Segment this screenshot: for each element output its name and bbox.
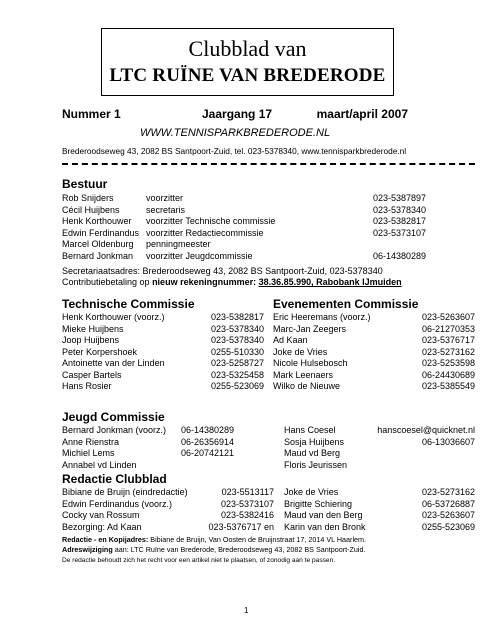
member-phone: 0255-510330 <box>210 346 264 357</box>
adres-label: Adreswijziging <box>62 545 113 554</box>
member-phone: 023-5376717 en <box>208 521 274 532</box>
member-role: voorzitter <box>146 193 184 203</box>
member-name: Bernard Jonkman <box>62 250 134 261</box>
member-name: Edwin Ferdinandus <box>62 227 140 238</box>
list-row <box>284 425 475 437</box>
redactie-list-left <box>62 487 274 533</box>
member-name: Sosja Huijbens <box>284 436 345 447</box>
issue-info <box>62 107 408 123</box>
list-row <box>62 437 264 449</box>
list-row <box>273 312 475 324</box>
member-name: Annabel vd Linden <box>62 459 137 470</box>
issue-number: Nummer 1 <box>62 107 121 121</box>
member-phone: 023-5273162 <box>421 346 475 357</box>
bestuur-list <box>62 193 426 262</box>
list-row <box>62 239 426 251</box>
member-name: Bernard Jonkman (voorz.) <box>62 425 167 435</box>
member-name: Edwin Ferdinandus (voorz.) <box>62 498 173 509</box>
member-phone: 023-5378340 <box>210 335 264 345</box>
list-row <box>62 425 264 437</box>
member-phone: 023-5373107 <box>220 498 274 509</box>
list-row <box>62 312 264 324</box>
issue-year: Jaargang 17 <box>202 107 273 121</box>
member-phone: 023-5382817 <box>372 216 426 226</box>
member-name: Brigitte Schiering <box>284 498 353 509</box>
list-row <box>284 510 475 522</box>
list-row <box>284 487 475 499</box>
member-role: penningmeester <box>146 239 211 249</box>
member-name: Casper Bartels <box>62 369 122 380</box>
member-phone: 0255-523069 <box>421 521 475 532</box>
contributie-prefix: Contributiebetaling op <box>62 277 153 287</box>
member-name: Joke de Vries <box>284 487 339 497</box>
member-name: Michiel Lems <box>62 448 115 458</box>
member-name: Eric Heeremans (voorz.) <box>273 312 371 322</box>
jeugd-list-right <box>284 425 475 471</box>
member-phone: hanscoesel@quicknet.nl <box>377 425 475 435</box>
member-phone: 023-5258727 <box>210 358 264 368</box>
member-role: voorzitter Jeugdcommissie <box>146 250 253 261</box>
redactie-list-right <box>284 487 475 533</box>
member-phone: 06-14380289 <box>181 425 235 435</box>
member-phone: 023-5378340 <box>210 323 264 334</box>
list-row <box>284 448 475 460</box>
jeugd-list-left <box>62 425 264 471</box>
issue-date: maart/april 2007 <box>316 107 408 121</box>
member-name: Mark Leenaers <box>273 369 334 380</box>
page-number: 1 <box>244 606 249 615</box>
list-row <box>62 460 264 472</box>
member-phone: 06-13036607 <box>421 436 475 447</box>
list-row <box>62 510 274 522</box>
member-phone: 06-26356914 <box>181 436 235 447</box>
list-row <box>273 358 475 370</box>
member-name: Henk Korthouwer <box>62 216 132 226</box>
member-name: Hans Rosier <box>62 381 112 391</box>
member-name: Joop Huijbens <box>62 335 120 345</box>
list-row <box>62 324 264 336</box>
list-row <box>284 437 475 449</box>
member-name: Rob Snijders <box>62 193 114 203</box>
member-phone: 06-20742121 <box>181 448 235 458</box>
list-row <box>62 499 274 511</box>
member-name: Marc-Jan Zeegers <box>273 323 347 334</box>
member-name: Bezorging: Ad Kaan <box>62 521 142 532</box>
member-phone: 06-21270353 <box>421 323 475 334</box>
member-phone: 023-5378340 <box>372 204 426 215</box>
member-phone: 06-24430689 <box>421 369 475 380</box>
adreswijziging <box>62 545 366 555</box>
member-phone: 023-5263607 <box>421 312 475 322</box>
member-name: Floris Jeurissen <box>284 459 348 470</box>
member-name: Peter Korpershoek <box>62 346 138 357</box>
member-name: Hans Coesel <box>284 425 336 435</box>
member-phone: 06-53726887 <box>421 498 475 509</box>
kopij-label: Redactie - en Kopijadres: <box>62 535 149 544</box>
member-phone: 023-5325458 <box>210 369 264 380</box>
newsletter-title: Clubblad van <box>188 36 307 61</box>
member-name: Bibiane de Bruijn (eindredactie) <box>62 487 188 497</box>
evenementen-list <box>273 312 475 393</box>
member-phone: 023-5253598 <box>421 358 475 368</box>
member-phone: 023-5382416 <box>220 510 274 520</box>
member-name: Ad Kaan <box>273 335 308 345</box>
list-row <box>273 370 475 382</box>
list-row <box>62 205 426 217</box>
contributie-line <box>62 277 402 289</box>
member-phone: 023-5513117 <box>221 487 274 497</box>
member-phone: 06-14380289 <box>372 250 426 261</box>
member-name: Marcel Oldenburg <box>62 239 134 249</box>
member-phone: 023-5373107 <box>372 227 426 238</box>
contributie-account: 38.36.85.990, Rabobank IJmuiden <box>258 277 402 287</box>
member-name: Joke de Vries <box>273 346 328 357</box>
website-link[interactable]: WWW.TENNISPARKBREDERODE.NL <box>140 127 331 139</box>
section-title-redactie: Redactie Clubblad <box>62 472 167 486</box>
member-name: Mieke Huijbens <box>62 323 124 334</box>
list-row <box>62 448 264 460</box>
section-title-bestuur: Bestuur <box>62 177 108 191</box>
member-role: voorzitter Redactiecommissie <box>146 227 264 238</box>
list-row <box>62 347 264 359</box>
list-row <box>273 381 475 393</box>
member-name: Maud van den Berg <box>284 510 363 520</box>
member-name: Henk Korthouwer (voorz.) <box>62 312 165 322</box>
disclaimer: De redactie behoudt zich het recht voor een artikel niet te plaatsen, of zonodig aan te passen. <box>62 557 336 564</box>
list-row <box>62 487 274 499</box>
list-row <box>62 370 264 382</box>
member-phone: 0255-523069 <box>210 381 264 391</box>
list-row <box>273 335 475 347</box>
member-role: secretaris <box>146 204 186 215</box>
section-title-technische: Technische Commissie <box>62 297 195 311</box>
divider <box>62 163 475 165</box>
member-phone: 023-5376717 <box>421 335 475 345</box>
member-role: voorzitter Technische commissie <box>146 216 276 226</box>
section-title-jeugd: Jeugd Commissie <box>62 410 165 424</box>
section-title-evenementen: Evenementen Commissie <box>273 297 419 311</box>
member-name: Cécil Huijbens <box>62 204 120 215</box>
member-phone: 023-5382817 <box>210 312 264 322</box>
member-name: Nicole Hulsebosch <box>273 358 348 368</box>
secretariaat-address: Secretariaatsadres: Brederoodseweg 43, 2082 BS Santpoort-Zuid, 023-5378340 <box>62 266 383 276</box>
list-row <box>273 347 475 359</box>
list-row <box>62 216 426 228</box>
member-name: Wilko de Nieuwe <box>273 381 341 391</box>
member-phone: 023-5263607 <box>421 510 475 520</box>
list-row <box>62 335 264 347</box>
member-name: Cocky van Rossum <box>62 510 140 520</box>
member-name: Karin van den Bronk <box>284 521 366 532</box>
member-phone: 023-5387897 <box>372 193 426 203</box>
member-name: Anne Rienstra <box>62 436 120 447</box>
contributie-label: nieuw rekeningnummer: <box>152 277 259 287</box>
kopij-text: Bibiane de Bruijn, Van Oosten de Bruijnstraat 17, 2014 VL Haarlem. <box>148 535 367 544</box>
masthead-box <box>101 28 394 96</box>
list-row <box>62 228 426 240</box>
list-row <box>62 193 426 205</box>
kopij-address <box>62 535 366 545</box>
list-row <box>284 460 475 472</box>
list-row <box>62 522 274 534</box>
list-row <box>284 522 475 534</box>
club-name: LTC RUÏNE VAN BREDERODE <box>109 65 386 86</box>
member-phone: 023-5385549 <box>421 381 475 391</box>
list-row <box>62 358 264 370</box>
list-row <box>284 499 475 511</box>
adres-text: aan: LTC Ruïne van Brederode, Brederoodseweg 43, 2082 BS Santpoort-Zuid. <box>112 545 366 554</box>
club-address: Brederoodseweg 43, 2082 BS Santpoort-Zuid, tel. 023-5378340, www.tennisparkbrederode.nl <box>62 146 407 156</box>
member-name: Maud vd Berg <box>284 448 341 458</box>
technische-list <box>62 312 264 393</box>
member-phone: 023-5273162 <box>421 487 475 497</box>
member-name: Antoinette van der Linden <box>62 358 165 368</box>
list-row <box>273 324 475 336</box>
list-row <box>62 251 426 263</box>
list-row <box>62 381 264 393</box>
